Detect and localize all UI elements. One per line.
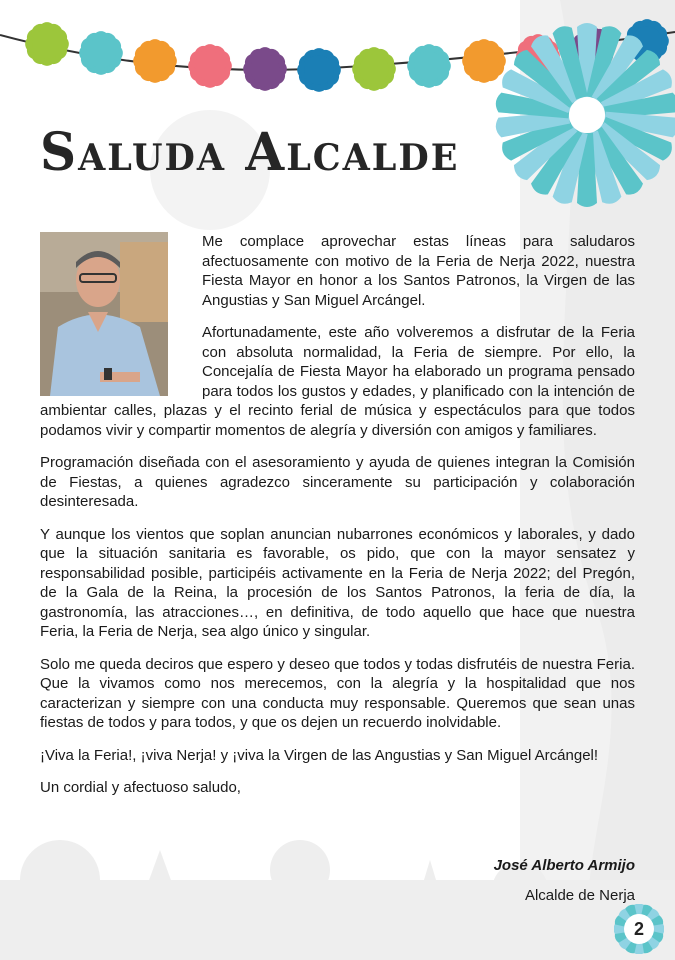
paragraph-6: ¡Viva la Feria!, ¡viva Nerja! y ¡viva la Virgen de las Angustias y San Miguel Arcángel! bbox=[40, 746, 599, 764]
paper-flower-icon bbox=[25, 22, 69, 66]
paper-flower-icon bbox=[79, 31, 123, 75]
paper-flower-icon bbox=[407, 44, 451, 88]
paragraph-3: Programación diseñada con el asesoramiento y ayuda de quienes integran la Comisión de Fiestas, a quienes agradezco sinceramente su participación y colaboración desinteresada. bbox=[40, 454, 635, 510]
paragraph-2: Afortunadamente, este año volveremos a disfrutar de la Feria con absoluta normalidad, la Feria de siempre. Por ello, la Concejalía de Fiesta Mayor ha elaborado un programa pensado para todos los gustos y edades, y planificado con la intención de ambientar calles, plazas y el recinto ferial de música y espectáculos para que todos podamos vivir y compartir momentos de alegría y diversión con amigos y familiares. bbox=[40, 324, 635, 439]
signature-name: José Alberto Armijo bbox=[493, 857, 635, 874]
paper-flower-icon bbox=[243, 47, 287, 91]
paper-flower-icon bbox=[352, 47, 396, 91]
page-title: Saluda Alcalde bbox=[40, 120, 460, 183]
paragraph-7: Un cordial y afectuoso saludo, bbox=[40, 779, 241, 796]
signature-block bbox=[494, 856, 635, 906]
paper-flower-icon bbox=[133, 39, 177, 83]
paragraph-1: Me complace aprovechar estas líneas para saludaros afectuosamente con motivo de la Feria de Nerja 2022, nuestra Fiesta Mayor en honor a los Santos Patronos, la Virgen de las Angustias y San Miguel Arcángel. bbox=[202, 233, 635, 309]
letter-body bbox=[40, 232, 635, 811]
signature-role: Alcalde de Nerja bbox=[524, 887, 635, 904]
paper-flower-icon bbox=[297, 48, 341, 92]
page-number: 2 bbox=[633, 919, 644, 939]
paper-flower-icon bbox=[188, 44, 232, 88]
paragraph-5: Solo me queda deciros que espero y deseo que todos y todas disfrutéis de nuestra Feria. Que la vivamos como nos merecemos, con la alegría y la hospitalidad que nos caracterizan y siempre con una conducta muy responsable. Queremos que sean unas fiestas de todos y para todos, y que os dejen un recuerdo inolvidable. bbox=[40, 655, 635, 731]
paper-rosette-icon bbox=[492, 20, 675, 210]
paragraph-4: Y aunque los vientos que soplan anuncian nubarrones económicos y laborales, y dado que la situación sanitaria es favorable, os pido, que con la mayor sensatez y responsabilidad posible, participéis activamente en la Feria de Nerja 2022; del Pregón, de la Gala de la Reina, la procesión de los Santos Patronos, la feria de día, la gastronomía, las atracciones…, en definitiva, de todo aquello que hace que nuestra Feria, la Feria de Nerja, sea algo único y singular. bbox=[40, 525, 635, 640]
